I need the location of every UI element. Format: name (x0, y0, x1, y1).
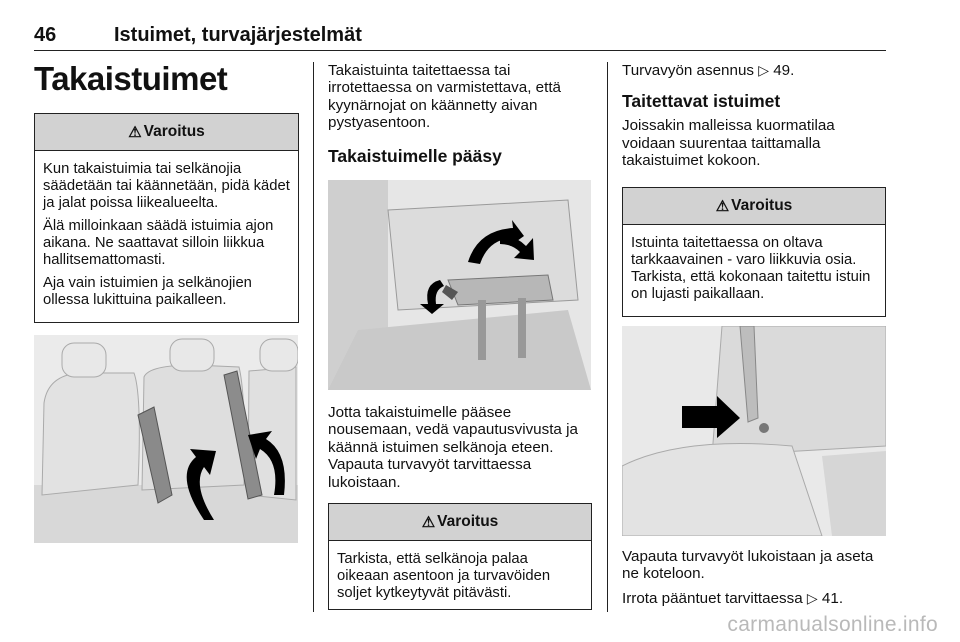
warning-heading: Varoitus (143, 123, 205, 140)
rear-access-illustration (328, 180, 591, 390)
chapter-title: Istuimet, turvajärjestelmät (114, 24, 362, 46)
warning-text: Älä milloinkaan säädä istuimia ajon aikana. Ne saattavat silloin liikkua hallitsemattomasti. (43, 218, 274, 268)
watermark: carmanualsonline.info (727, 613, 938, 636)
column-3 (622, 62, 886, 170)
intro-text: Takaistuinta taitettaessa tai irrotettaessa on varmistettava, että kyynärnojat on käännetty aivan pystyasentoon. (328, 62, 561, 132)
warning-text: Kun takaistuimia tai selkänojia säädetään tai käännetään, pidä kädet ja jalat poissa liikealueelta. (43, 161, 290, 211)
column-divider (607, 62, 608, 612)
page-number: 46 (34, 24, 57, 46)
warning-header (35, 114, 298, 151)
cross-reference-arrow-icon: ▷ (806, 589, 818, 606)
column-2-lower (328, 404, 592, 491)
section-title: Takaistuimet (34, 60, 228, 97)
warning-box (622, 187, 886, 317)
column-divider (313, 62, 314, 612)
cross-reference-arrow-icon: ▷ (758, 62, 769, 78)
warning-triangle-icon: ⚠ (421, 514, 436, 531)
body-text: Jotta takaistuimelle pääsee nousemaan, vedä vapautusvivusta ja käännä istuimen selkänoja eteen. Vapauta turvavyöt tarvittaessa lukoistaan. (328, 404, 578, 491)
seatbelt-illustration (622, 326, 886, 536)
warning-triangle-icon: ⚠ (715, 198, 730, 215)
cross-reference: Irrota pääntuet tarvittaessa ▷ 41. (622, 589, 844, 607)
warning-text: Istuinta taitettaessa on oltava tarkkaavainen - varo liikkuvia osia. Tarkista, että kokonaan taitettu istuin on lujasti paikallaan. (631, 235, 871, 302)
warning-header (623, 188, 885, 225)
caption-text: Vapauta turvavyöt lukoistaan ja aseta ne koteloon. (622, 548, 874, 583)
warning-heading: Varoitus (437, 513, 499, 530)
intro-text: Joissakin malleissa kuormatilaa voidaan suurentaa taittamalla takaistuimet kokoon. (622, 117, 835, 170)
warning-box (34, 113, 299, 323)
warning-header (329, 504, 591, 541)
subheading: Takaistuimelle pääsy (328, 145, 502, 166)
warning-heading: Varoitus (731, 197, 793, 214)
column-3-lower (622, 548, 886, 607)
rear-seat-illustration (34, 335, 298, 543)
subheading: Taitettavat istuimet (622, 91, 781, 112)
column-2 (328, 62, 592, 166)
warning-text: Aja vain istuimien ja selkänojien ollessa lukittuina paikalleen. (43, 275, 252, 308)
warning-text: Tarkista, että selkänoja palaa oikeaan asentoon ja turvavöiden soljet kytkeytyvät pitävästi. (337, 551, 551, 601)
cross-reference: Turvavyön asennus ▷ 49. (622, 62, 795, 79)
page-header (34, 24, 886, 51)
warning-box (328, 503, 592, 610)
warning-triangle-icon: ⚠ (128, 124, 142, 141)
